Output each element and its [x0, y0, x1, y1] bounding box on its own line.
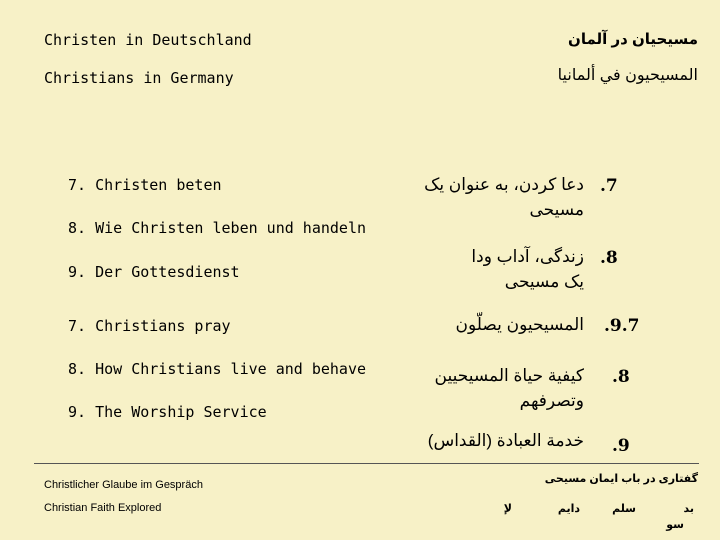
german-item-7: 7. Christen beten: [68, 176, 222, 194]
title-german: Christen in Deutschland: [44, 31, 252, 49]
footer-fragment-3: دايم: [557, 503, 580, 515]
english-item-8: 8. How Christians live and behave: [68, 360, 367, 378]
footer-fragment-5: سو: [666, 519, 684, 531]
english-item-7: 7. Christians pray: [68, 317, 231, 335]
persian-item-8-line2: یک مسیحی: [504, 272, 584, 291]
footer-german: Christlicher Glaube im Gespräch: [44, 479, 203, 491]
english-item-9: 9. The Worship Service: [68, 403, 267, 421]
footer-english: Christian Faith Explored: [44, 502, 162, 514]
footer-fragment-2: سلم: [612, 503, 636, 515]
persian-item-8-number: .8: [600, 248, 618, 268]
persian-item-7-number: .7: [600, 176, 618, 196]
german-item-8: 8. Wie Christen leben und handeln: [68, 219, 367, 237]
persian-item-7-line1: دعا کردن، به عنوان یک: [424, 175, 584, 194]
footer-fragment-4: لإ: [503, 503, 512, 515]
arabic-item-9-number: .9: [612, 436, 630, 456]
arabic-item-8-line1: كيفية حياة المسيحيين: [434, 366, 584, 385]
arabic-item-9-text: خدمة العبادة (القداس): [427, 431, 584, 450]
arabic-item-7-text: المسيحيون يصلّون: [455, 315, 584, 334]
footer-divider: [34, 463, 699, 464]
title-arabic: المسيحيون في ألمانيا: [557, 67, 698, 84]
title-english: Christians in Germany: [44, 69, 234, 87]
footer-fragment-1: بد: [683, 503, 694, 515]
german-item-9: 9. Der Gottesdienst: [68, 263, 240, 281]
arabic-item-8-number: .8: [612, 367, 630, 387]
title-persian: مسیحیان در آلمان: [568, 31, 698, 48]
arabic-item-8-line2: وتصرفهم: [519, 391, 584, 410]
persian-item-7-line2: مسیحی: [529, 200, 584, 219]
arabic-item-7-number: .9.7: [604, 316, 640, 336]
footer-persian: گفتاری در باب ایمان مسیحی: [544, 473, 698, 485]
persian-item-8-line1: زندگی، آداب ودا: [471, 247, 584, 266]
